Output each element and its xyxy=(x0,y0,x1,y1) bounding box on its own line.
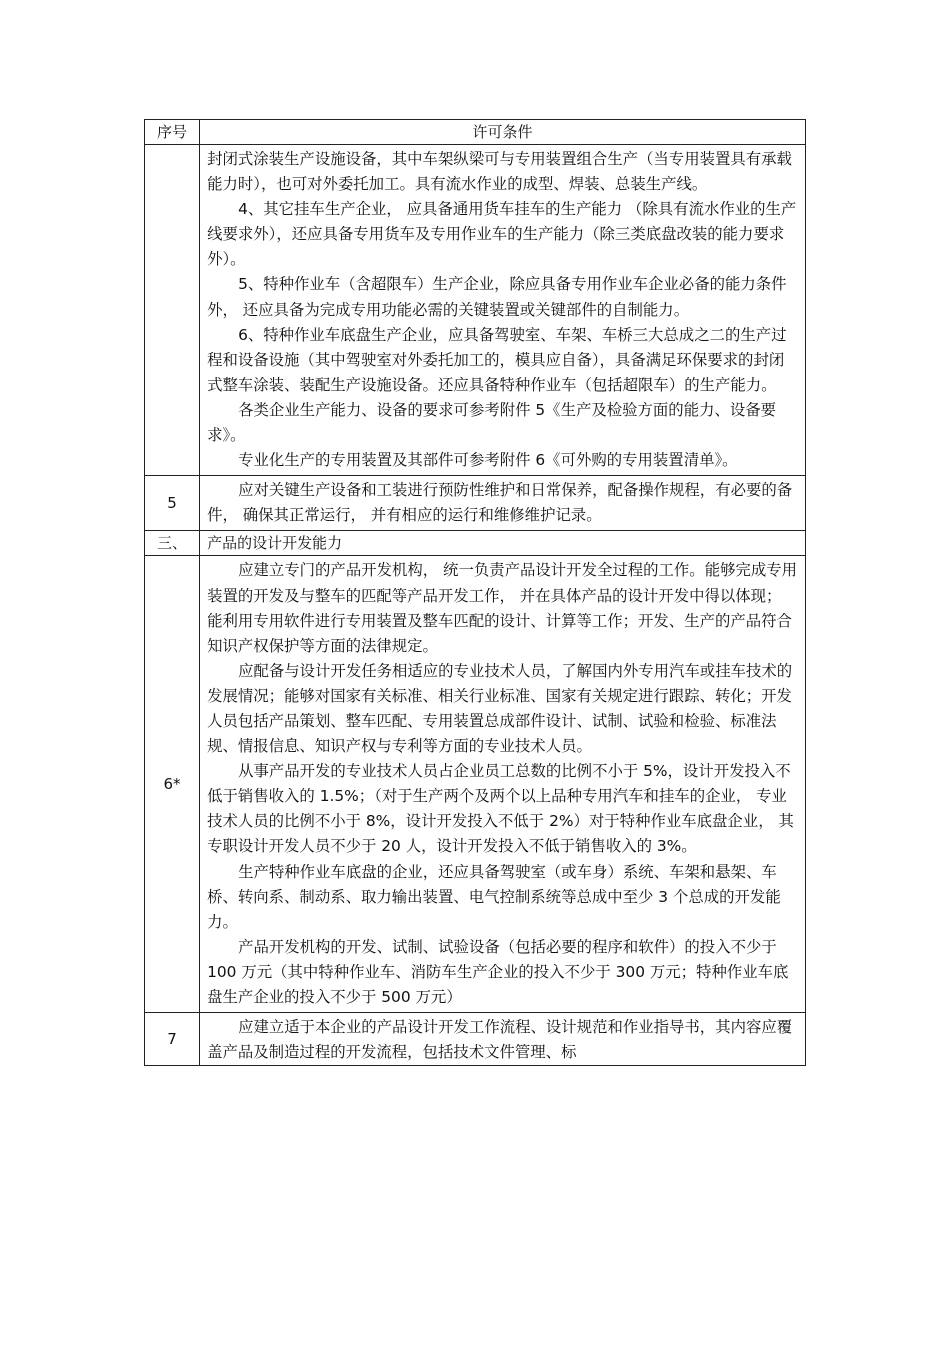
paragraph: 5、特种作业车（含超限车）生产企业，除应具备专用作业车企业必备的能力条件外， 还应具备为完成专用功能必需的关键装置或关键部件的自制能力。 xyxy=(207,275,787,319)
paragraph: 4、其它挂车生产企业， 应具备通用货车挂车的生产能力 （除具有流水作业的生产线要求外），还应具备专用货车及专用作业车的生产能力（除三类底盘改装的能力要求外）。 xyxy=(207,200,797,269)
table-row xyxy=(145,556,806,1013)
paragraph: 专业化生产的专用装置及其部件可参考附件 6《可外购的专用装置清单》。 xyxy=(238,451,738,470)
paragraph: 6、特种作业车底盘生产企业，应具备驾驶室、车架、车桥三大总成之二的生产过程和设备设施（其中驾驶室对外委托加工的，模具应自备），具备满足环保要求的封闭式整车涂装、装配生产设施设备。还应具备特种作业车（包括超限车）的生产能力。 xyxy=(207,325,787,394)
section-title: 产品的设计开发能力 xyxy=(200,531,806,556)
header-serial-no: 序号 xyxy=(145,120,200,145)
paragraph: 生产特种作业车底盘的企业，还应具备驾驶室（或车身）系统、车架和悬架、车桥、转向系、制动系、取力输出装置、电气控制系统等总成中至少 3 个总成的开发能力。 xyxy=(207,862,781,931)
paragraph: 产品开发机构的开发、试制、试验设备（包括必要的程序和软件）的投入不少于 100 万元（其中特种作业车、消防车生产企业的投入不少于 300 万元；特种作业车底盘生产企业的投入不少于 500 万元） xyxy=(207,937,789,1006)
row-number: 6* xyxy=(145,556,200,1013)
section-number: 三、 xyxy=(145,531,200,556)
paragraph: 封闭式涂装生产设施设备，其中车架纵梁可与专用装置组合生产（当专用装置具有承载能力时），也可对外委托加工。具有流水作业的成型、焊装、总装生产线。 xyxy=(207,150,792,194)
row-conditions xyxy=(200,476,806,531)
header-permit-conditions: 许可条件 xyxy=(200,120,806,145)
row-number: 7 xyxy=(145,1013,200,1066)
row-conditions xyxy=(200,145,806,476)
paragraph: 从事产品开发的专业技术人员占企业员工总数的比例不小于 5%，设计开发投入不低于销售收入的 1.5%；（对于生产两个及两个以上品种专用汽车和挂车的企业， 专业技术人员的比例不小于 8%，设计开发投入不低于 2%）对于特种作业车底盘企业， 其专职设计开发人员不少于 20 人，设计开发投入不低于销售收入的 3%。 xyxy=(207,762,794,856)
table-row xyxy=(145,1013,806,1066)
paragraph: 应配备与设计开发任务相适应的专业技术人员，了解国内外专用汽车或挂车技术的发展情况；能够对国家有关标准、相关行业标准、国家有关规定进行跟踪、转化；开发人员包括产品策划、整车匹配、专用装置总成部件设计、试制、试验和检验、标准法规、情报信息、知识产权与专利等方面的专业技术人员。 xyxy=(207,661,793,756)
paragraph: 各类企业生产能力、设备的要求可参考附件 5《生产及检验方面的能力、设备要求》。 xyxy=(207,400,777,445)
paragraph: 应建立适于本企业的产品设计开发工作流程、设计规范和作业指导书，其内容应覆盖产品及制造过程的开发流程，包括技术文件管理、标 xyxy=(207,1018,793,1062)
section-row xyxy=(145,531,806,556)
paragraph: 应建立专门的产品开发机构， 统一负责产品设计开发全过程的工作。能够完成专用装置的开发及与整车的匹配等产品开发工作， 并在具体产品的设计开发中得以体现； 能利用专用软件进行专用装置及整车匹配的设计、计算等工作；开发、生产的产品符合知识产权保护等方面的法律规定。 xyxy=(207,561,798,655)
paragraph-clip xyxy=(207,1015,799,1063)
row-number xyxy=(145,145,200,476)
row-number: 5 xyxy=(145,476,200,531)
row-conditions xyxy=(200,1013,806,1066)
paragraph: 应对关键生产设备和工装进行预防性维护和日常保养，配备操作规程，有必要的备件， 确保其正常运行， 并有相应的运行和维修维护记录。 xyxy=(207,481,793,525)
table-row xyxy=(145,145,806,476)
table-header-row xyxy=(145,120,806,145)
row-conditions xyxy=(200,556,806,1013)
table-row xyxy=(145,476,806,531)
permit-conditions-table xyxy=(144,119,806,1066)
